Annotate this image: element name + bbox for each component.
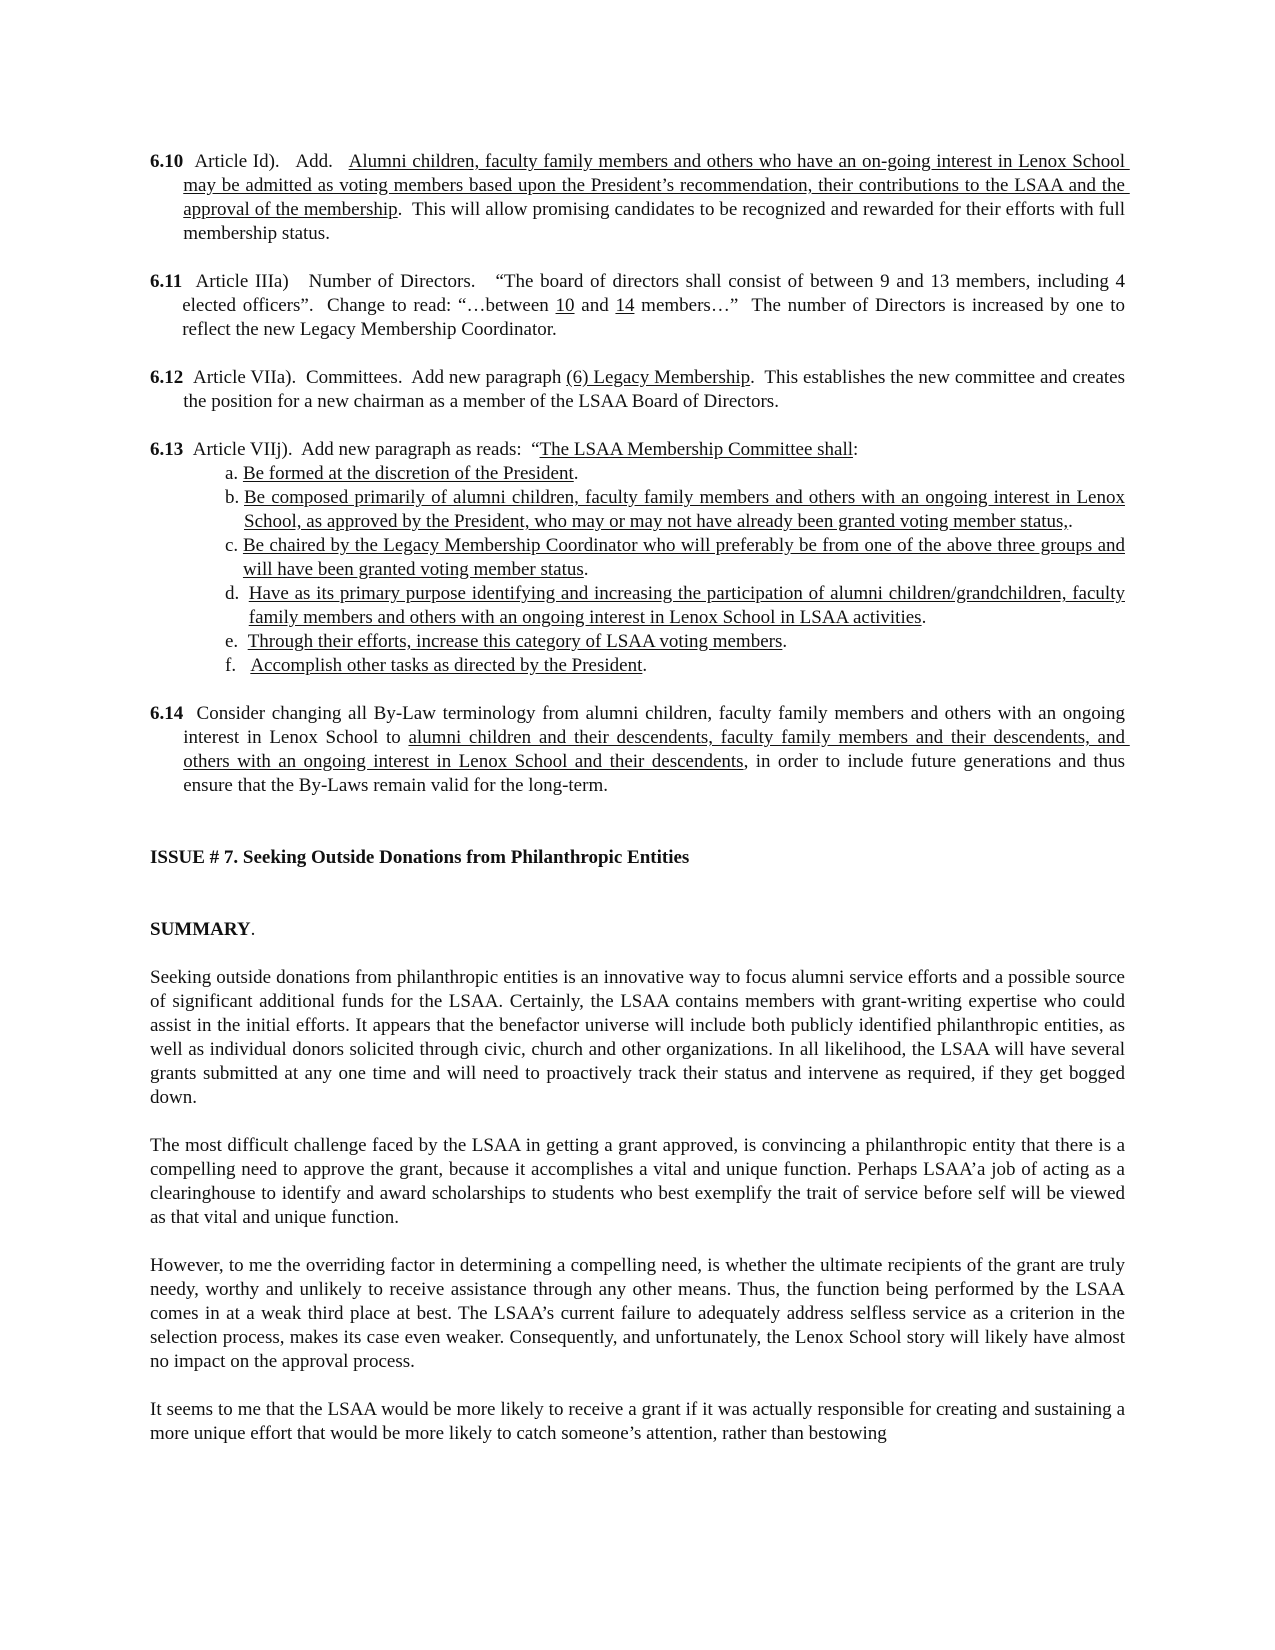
list-item bbox=[225, 630, 1125, 654]
underlined-number: 10 bbox=[555, 295, 575, 316]
item-number: 6.13 bbox=[150, 439, 184, 460]
item-text bbox=[183, 702, 1130, 798]
item-text-part: : bbox=[853, 439, 859, 460]
item-6-13 bbox=[150, 438, 1125, 462]
list-text: Be composed primarily of alumni children, faculty family members and others with an ongoing interest in Lenox School, as approved by the President, who may or may not have already been granted voting member status, bbox=[244, 487, 1125, 532]
list-text: Be chaired by the Legacy Membership Coordinator who will preferably be from one of the above three groups and will have been granted voting member status bbox=[242, 535, 1125, 580]
committee-list bbox=[225, 462, 1125, 678]
item-text-part: Article VIIa). Committees. Add new paragraph bbox=[183, 367, 567, 388]
list-label: c. bbox=[225, 535, 243, 556]
list-item bbox=[225, 486, 1125, 534]
item-number: 6.11 bbox=[150, 271, 183, 292]
item-lead: Article Id). Add. bbox=[183, 151, 349, 172]
list-label: b. bbox=[225, 487, 244, 508]
item-text-part: Consider changing all By-Law terminology from alumni children, faculty family members and others with an ongoing interest in Lenox School to bbox=[183, 703, 1130, 748]
list-punct: . bbox=[921, 607, 927, 628]
item-rest: . This will allow promising candidates to be recognized and rewarded for their efforts with full membership status. bbox=[183, 199, 1130, 244]
list-text: Be formed at the discretion of the President bbox=[242, 463, 574, 484]
summary-label: SUMMARY bbox=[150, 919, 251, 940]
list-punct: . bbox=[583, 559, 589, 580]
list-punct: . bbox=[1068, 511, 1073, 532]
item-text bbox=[183, 150, 1130, 246]
item-text-part: and bbox=[574, 295, 616, 316]
item-text-part: members…” The number of Directors is increased by one to reflect the new Legacy Membership Coordinator. bbox=[182, 295, 1130, 340]
list-text: Through their efforts, increase this category of LSAA voting members bbox=[247, 631, 783, 652]
item-text bbox=[183, 366, 1130, 414]
item-text-part: Article VIIj). Add new paragraph as reads: “ bbox=[183, 439, 540, 460]
list-item bbox=[225, 462, 1125, 486]
item-6-12 bbox=[150, 366, 1130, 414]
list-label: d. bbox=[225, 583, 249, 604]
underlined-number: 14 bbox=[615, 295, 635, 316]
list-item bbox=[225, 534, 1125, 582]
item-6-11 bbox=[150, 270, 1130, 342]
item-number: 6.12 bbox=[150, 367, 184, 388]
list-text: Accomplish other tasks as directed by the President bbox=[250, 655, 643, 676]
summary-paragraph: Seeking outside donations from philanthropic entities is an innovative way to focus alumni service efforts and a possible source of significant additional funds for the LSAA. Certainly, the LSAA contains members with grant-writing expertise who could assist in the initial efforts. It appears that the benefactor universe will include both publicly identified philanthropic entities, as well as individual donors solicited through civic, church and other organizations. In all likelihood, the LSAA will have several grants submitted at any one time and will need to proactively track their status and intervene as required, if they get bogged down. bbox=[150, 967, 1125, 1108]
list-label: e. bbox=[225, 631, 248, 652]
summary-punct: . bbox=[250, 919, 256, 940]
item-text-part: , in order to include future generations and thus ensure that the By-Laws remain valid for the long-term. bbox=[183, 751, 1130, 796]
item-text-part: . This establishes the new committee and creates the position for a new chairman as a member of the LSAA Board of Directors. bbox=[183, 367, 1130, 412]
item-number: 6.10 bbox=[150, 151, 184, 172]
item-text-part: Article IIIa) Number of Directors. “The board of directors shall consist of between 9 and 13 members, including 4 elected officers”. Change to read: “…between bbox=[182, 271, 1130, 316]
list-label: a. bbox=[225, 463, 243, 484]
summary-paragraph: It seems to me that the LSAA would be more likely to receive a grant if it was actually responsible for creating and sustaining a more unique effort that would be more likely to catch someone’s attention, rather than bestowing bbox=[150, 1399, 1125, 1444]
summary-heading bbox=[150, 918, 1125, 942]
item-text bbox=[183, 438, 1125, 462]
list-text: Have as its primary purpose identifying and increasing the participation of alumni children/grandchildren, faculty family members and others with an ongoing interest in Lenox School in LSAA activities bbox=[248, 583, 1125, 628]
list-punct: . bbox=[782, 631, 788, 652]
list-item bbox=[225, 582, 1125, 630]
list-punct: . bbox=[642, 655, 648, 676]
item-text bbox=[182, 270, 1130, 342]
list-punct: . bbox=[573, 463, 579, 484]
underlined-amendment: (6) Legacy Membership bbox=[566, 367, 751, 388]
list-item bbox=[225, 654, 1125, 678]
item-number: 6.14 bbox=[150, 703, 184, 724]
underlined-amendment: The LSAA Membership Committee shall bbox=[539, 439, 854, 460]
summary-paragraph: However, to me the overriding factor in determining a compelling need, is whether the ultimate recipients of the grant are truly needy, worthy and unlikely to receive assistance through any other means. Thus, the function being performed by the LSAA comes in at a weak third place at best. The LSAA’s current failure to adequately address selfless service as a criterion in the selection process, makes its case even weaker. Consequently, and unfortunately, the Lenox School story will likely have almost no impact on the approval process. bbox=[150, 1255, 1125, 1372]
summary-paragraph: The most difficult challenge faced by the LSAA in getting a grant approved, is convincing a philanthropic entity that there is a compelling need to approve the grant, because it accomplishes a vital and unique function. Perhaps LSAA’a job of acting as a clearinghouse to identify and award scholarships to students who best exemplify the trait of service before self will be viewed as that vital and unique function. bbox=[150, 1135, 1125, 1228]
list-label: f. bbox=[225, 655, 251, 676]
underlined-amendment: alumni children and their descendents, faculty family members and their descendents, and others with an ongoing interest in Lenox School and their descendents bbox=[183, 727, 1130, 772]
item-6-10 bbox=[150, 150, 1130, 246]
item-6-14 bbox=[150, 702, 1130, 798]
underlined-amendment: Alumni children, faculty family members and others who have an on-going interest in Lenox School may be admitted as voting members based upon the President’s recommendation, their contributions to the LSAA and the approval of the membership bbox=[183, 151, 1130, 220]
issue-heading: ISSUE # 7. Seeking Outside Donations from Philanthropic Entities bbox=[150, 847, 690, 868]
document-page bbox=[150, 150, 1130, 1446]
